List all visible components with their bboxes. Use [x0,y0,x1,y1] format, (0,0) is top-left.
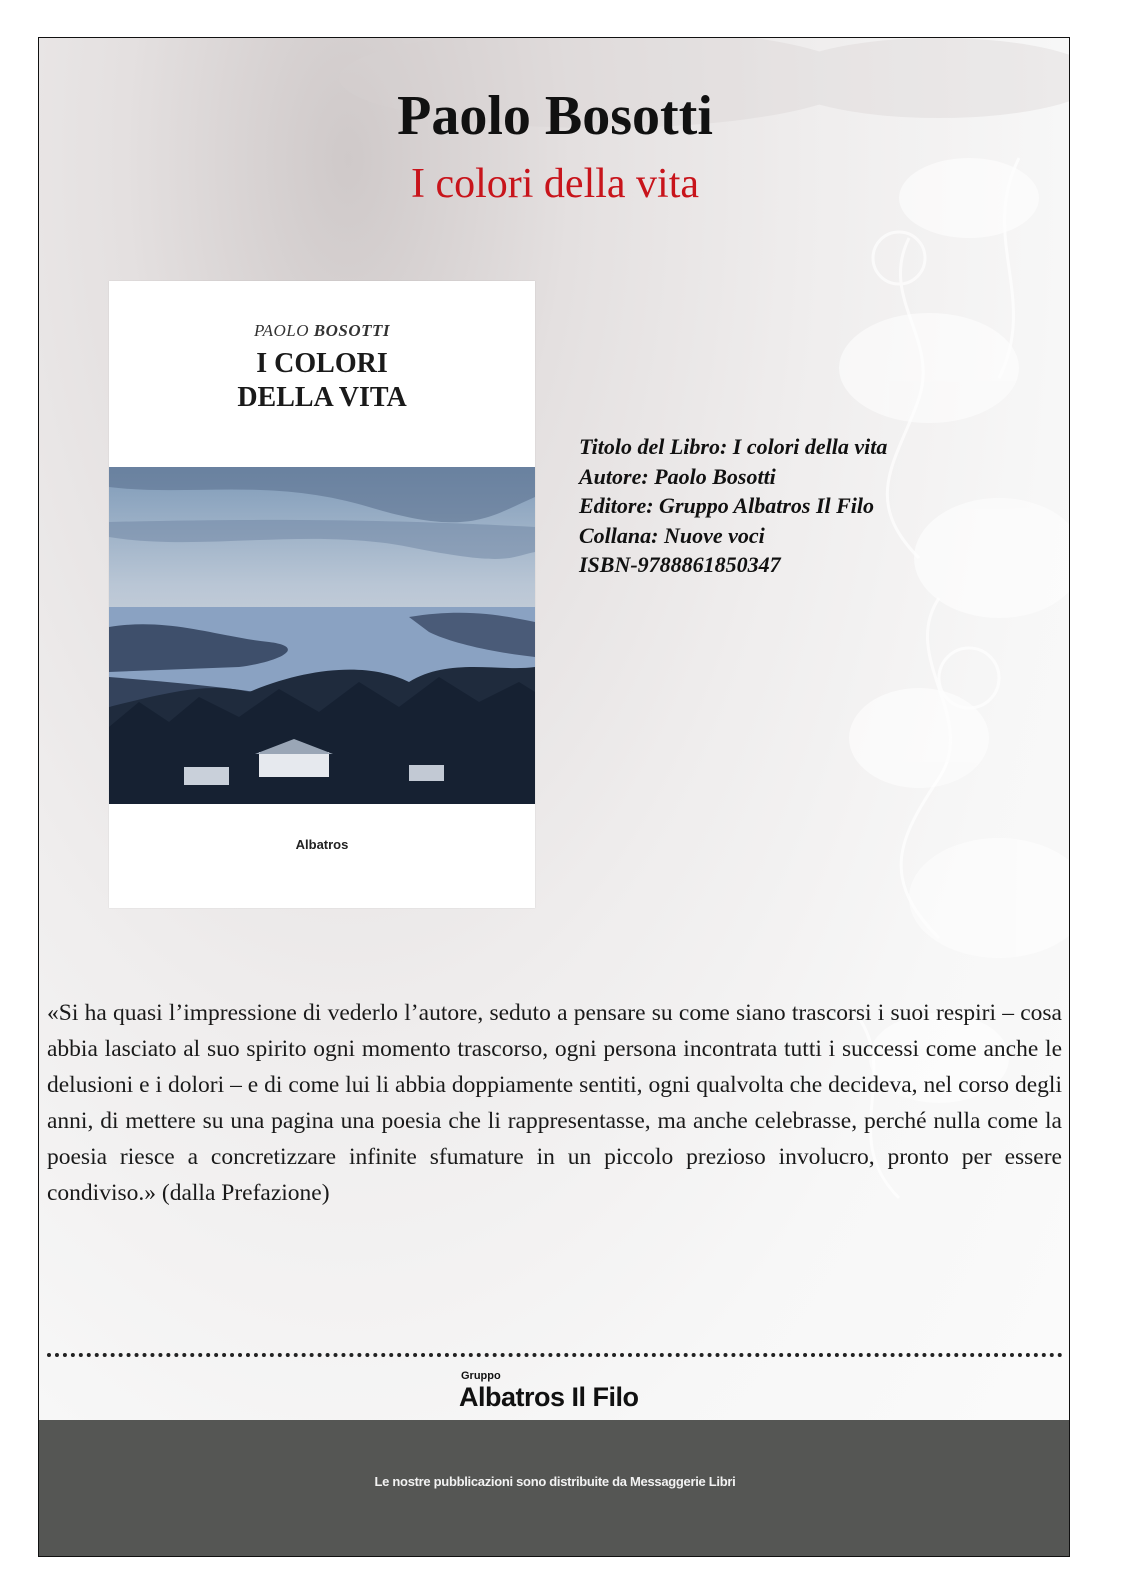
page-frame [38,37,1070,1557]
author-heading: Paolo Bosotti [397,85,713,147]
book-title-heading: I colori della vita [410,161,700,207]
footer-distribution-text: Le nostre pubblicazioni sono distribuite da Messaggerie Libri [374,1474,736,1489]
detail-series: Collana: Nuove voci [579,522,765,548]
cover-title-line1: I COLORI [256,348,388,379]
lake-landscape-photo [109,467,535,804]
cover-title [109,347,535,415]
cover-author [109,321,535,341]
footer-bar [39,1420,1070,1557]
preface-quote: «Si ha quasi l’impressione di vederlo l’autore, seduto a pensare su come siano trascorsi i suoi respiri – cosa abbia lasciato al suo spirito ogni momento trascorso, ogni persona incontrata tutti i successi come anche le delusioni e i dolori – e di come lui li abbia doppiamente sentiti, ogni qualvolta che decideva, nel corso degli anni, di mettere su una pagina una poesia che li rappresentasse, ma anche celebrasse, perché nulla come la poesia riesce a concretizzare infinite sfumature in un piccolo prezioso involucro, pronto per essere condiviso.» (dalla Prefazione) [47,1000,1062,1206]
detail-title: Titolo del Libro: I colori della vita [579,434,888,459]
cover-title-line2: DELLA VITA [237,382,407,413]
detail-publisher: Editore: Gruppo Albatros Il Filo [579,493,875,518]
book-cover [109,281,535,908]
publisher-logo [459,1368,679,1418]
book-details [579,432,887,580]
cover-author-first: PAOLO [253,321,310,340]
detail-isbn: ISBN-9788861850347 [579,552,781,577]
cover-author-last: BOSOTTI [313,321,391,340]
dotted-divider [47,1353,1063,1361]
logo-name: Albatros Il Filo [459,1382,639,1412]
detail-author: Autore: Paolo Bosotti [579,463,776,489]
logo-group-label: Gruppo [461,1370,501,1382]
cover-publisher-logo: Albatros [295,837,349,852]
